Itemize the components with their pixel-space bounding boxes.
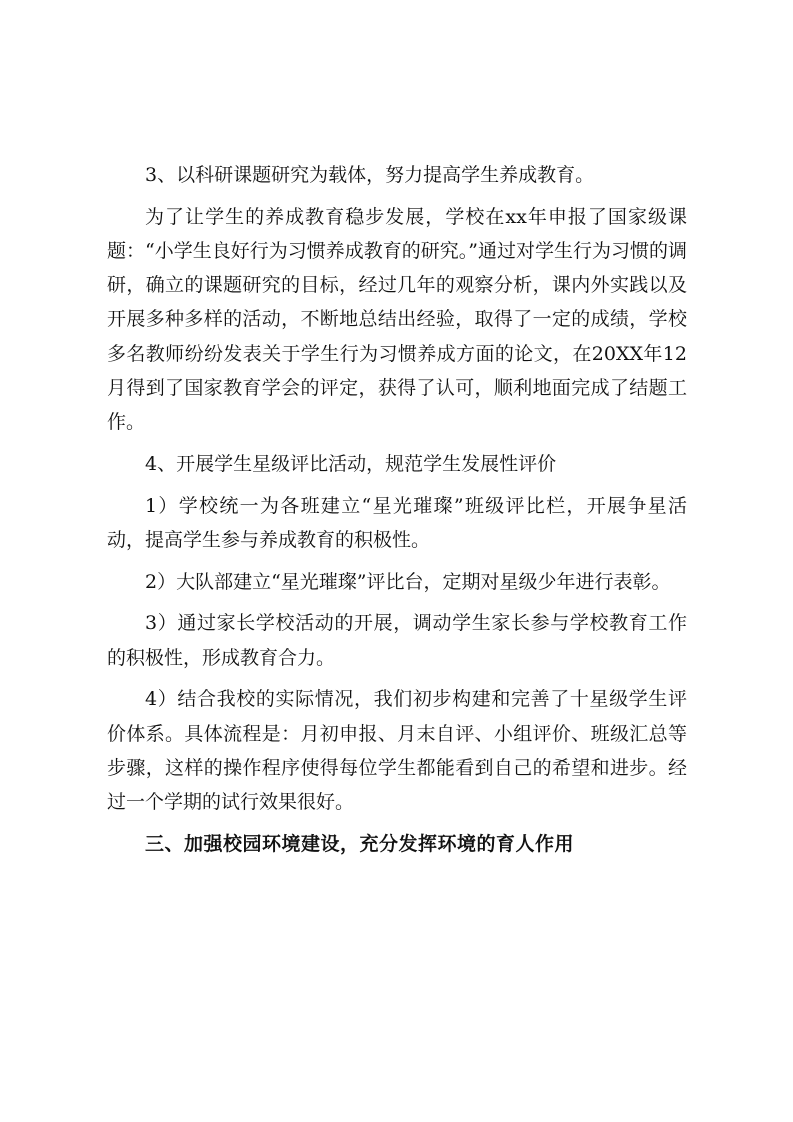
subsection-title-4: 4、开展学生星级评比活动，规范学生发展性评价 <box>145 452 557 475</box>
list-item-4: 4）结合我校的实际情况，我们初步构建和完善了十星级学生评价体系。具体流程是：月初申报、月末自评、小组评价、班级汇总等步骤，这样的操作程序使得每位学生都能看到自己的希望和进步。经过一个学期的试行效果很好。 <box>107 688 687 814</box>
list-item-1: 1）学校统一为各班建立“星光璀璨”班级评比栏，开展争星活动，提高学生参与养成教育的积极性。 <box>107 494 687 551</box>
section-heading-3: 三、加强校园环境建设，充分发挥环境的育人作用 <box>145 832 575 855</box>
body-paragraph-research: 为了让学生的养成教育稳步发展，学校在xx年申报了国家级课题：“小学生良好行为习惯养成教育的研究。”通过对学生行为习惯的调研，确立的课题研究的目标，经过几年的观察分析，课内外实践以及开展多种多样的活动，不断地总结出经验，取得了一定的成绩，学校多名教师纷纷发表关于学生行为习惯养成方面的论文，在20XX年12月得到了国家教育学会的评定，获得了认可，顺利地面完成了结题工作。 <box>107 205 687 434</box>
list-item-2: 2）大队部建立“星光璀璨”评比台，定期对星级少年进行表彰。 <box>145 570 671 593</box>
list-item-3: 3）通过家长学校活动的开展，调动学生家长参与学校教育工作的积极性，形成教育合力。 <box>107 612 687 669</box>
subsection-title-3: 3、以科研课题研究为载体，努力提高学生养成教育。 <box>145 164 595 186</box>
document-body <box>107 158 687 869</box>
